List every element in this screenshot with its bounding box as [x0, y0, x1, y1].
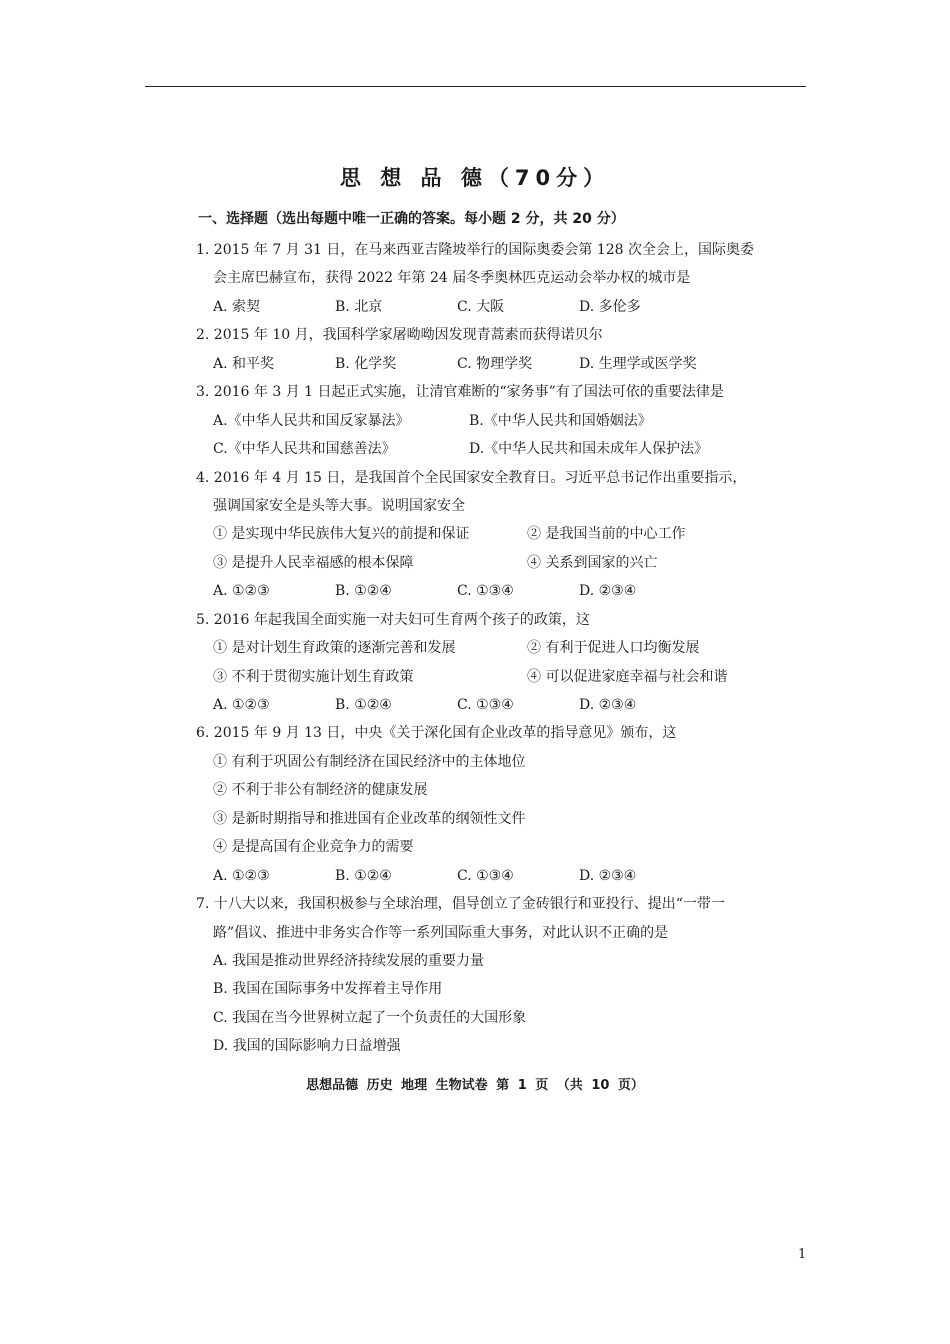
- option-b: B.《中华人民共和国婚姻法》: [469, 412, 652, 429]
- option-b: B. 北京: [335, 298, 383, 315]
- question-6-stem: 6. 2015 年 9 月 13 日，中央《关于深化国有企业改革的指导意见》颁布，这: [196, 725, 677, 742]
- option-d: D. ②③④: [579, 697, 637, 713]
- question-3-options-row2: [196, 435, 816, 463]
- question-3-options-row1: [196, 407, 816, 435]
- question-6-options: [196, 862, 816, 890]
- question-list: [196, 236, 816, 1061]
- page-number: 1: [798, 1247, 807, 1262]
- question-1-stem: 1. 2015 年 7 月 31 日，在马来西亚吉隆坡举行的国际奥委会第 128 次全会上，国际奥委: [196, 242, 755, 258]
- question-4-statements-row2: [196, 549, 816, 577]
- question-2-stem: 2. 2015 年 10 月，我国科学家屠呦呦因发现青蒿素而获得诺贝尔: [196, 327, 603, 344]
- question-4-options: [196, 577, 816, 605]
- question-1-stem-cont: 会主席巴赫宣布，获得 2022 年第 24 届冬季奥林匹克运动会举办权的城市是: [213, 270, 691, 287]
- option-c: C. ①③④: [457, 697, 514, 713]
- statement-2: ② 是我国当前的中心工作: [527, 526, 686, 543]
- option-a: A. ①②③: [213, 867, 270, 884]
- statement-3: ③ 是新时期指导和推进国有企业改革的纲领性文件: [213, 810, 526, 827]
- option-d: D. 多伦多: [579, 298, 641, 315]
- option-d: D. ②③④: [579, 583, 637, 600]
- option-a: A.《中华人民共和国反家暴法》: [213, 412, 410, 429]
- statement-3: ③ 是提升人民幸福感的根本保障: [213, 554, 414, 571]
- option-b: B. ①②④: [335, 583, 392, 600]
- question-4-stem-cont: 强调国家安全是头等大事。说明国家安全: [213, 497, 465, 514]
- question-7-stem-cont: 路”倡议、推进中非务实合作等一系列国际重大事务，对此认识不正确的是: [213, 924, 669, 941]
- option-b: B. ①②④: [335, 697, 392, 713]
- option-b: B. ①②④: [335, 867, 392, 884]
- option-a: A. 我国是推动世界经济持续发展的重要力量: [213, 952, 485, 969]
- option-d: D.《中华人民共和国未成年人保护法》: [469, 441, 709, 458]
- question-1-options: [196, 293, 816, 321]
- statement-4: ④ 可以促进家庭幸福与社会和谐: [527, 668, 728, 685]
- option-c: C. ①③④: [457, 583, 514, 600]
- question-4-statements-row1: [196, 520, 816, 548]
- statement-1: ① 是对计划生育政策的逐渐完善和发展: [213, 640, 456, 657]
- question-7-stem: 7. 十八大以来，我国积极参与全球治理，倡导创立了金砖银行和亚投行、提出“一带一: [196, 896, 725, 913]
- option-c: C. ①③④: [457, 867, 514, 884]
- option-c: C. 我国在当今世界树立起了一个负责任的大国形象: [213, 1009, 527, 1026]
- question-5-stem: 5. 2016 年起我国全面实施一对夫妇可生育两个孩子的政策，这: [196, 611, 590, 628]
- page-title: 思 想 品 德（70分）: [339, 166, 611, 190]
- option-c: C. 大阪: [457, 298, 505, 315]
- option-d: D. ②③④: [579, 867, 637, 884]
- option-b: B. 化学奖: [335, 355, 397, 372]
- statement-1: ① 有利于巩固公有制经济在国民经济中的主体地位: [213, 753, 526, 770]
- question-5-statements-row1: [196, 634, 816, 662]
- statement-3: ③ 不利于贯彻实施计划生育政策: [213, 668, 414, 685]
- section-heading: 一、选择题（选出每题中唯一正确的答案。每小题 2 分，共 20 分）: [198, 211, 625, 227]
- option-c: C.《中华人民共和国慈善法》: [213, 441, 396, 458]
- page-footer: 思想品德 历史 地理 生物试卷 第 1 页 （共 10 页）: [306, 1078, 644, 1093]
- option-a: A. ①②③: [213, 583, 270, 600]
- statement-2: ② 不利于非公有制经济的健康发展: [213, 782, 428, 799]
- option-a: A. 索契: [213, 298, 261, 315]
- statement-2: ② 有利于促进人口均衡发展: [527, 640, 700, 657]
- question-4-stem: 4. 2016 年 4 月 15 日，是我国首个全民国家安全教育日。习近平总书记作出重要指示，: [196, 469, 747, 486]
- option-a: A. ①②③: [213, 697, 270, 713]
- statement-4: ④ 关系到国家的兴亡: [527, 554, 658, 571]
- statement-4: ④ 是提高国有企业竞争力的需要: [213, 839, 414, 856]
- option-d: D. 生理学或医学奖: [579, 355, 697, 372]
- header-rule: [145, 86, 806, 87]
- option-a: A. 和平奖: [213, 355, 275, 372]
- option-b: B. 我国在国际事务中发挥着主导作用: [213, 981, 443, 998]
- question-2-options: [196, 350, 816, 378]
- option-c: C. 物理学奖: [457, 355, 533, 372]
- question-3-stem: 3. 2016 年 3 月 1 日起正式实施，让清官难断的“家务事”有了国法可依的重要法律是: [196, 384, 724, 401]
- statement-1: ① 是实现中华民族伟大复兴的前提和保证: [213, 526, 470, 543]
- question-5-statements-row2: [196, 663, 816, 691]
- option-d: D. 我国的国际影响力日益增强: [213, 1038, 401, 1055]
- question-5-options: [196, 691, 816, 719]
